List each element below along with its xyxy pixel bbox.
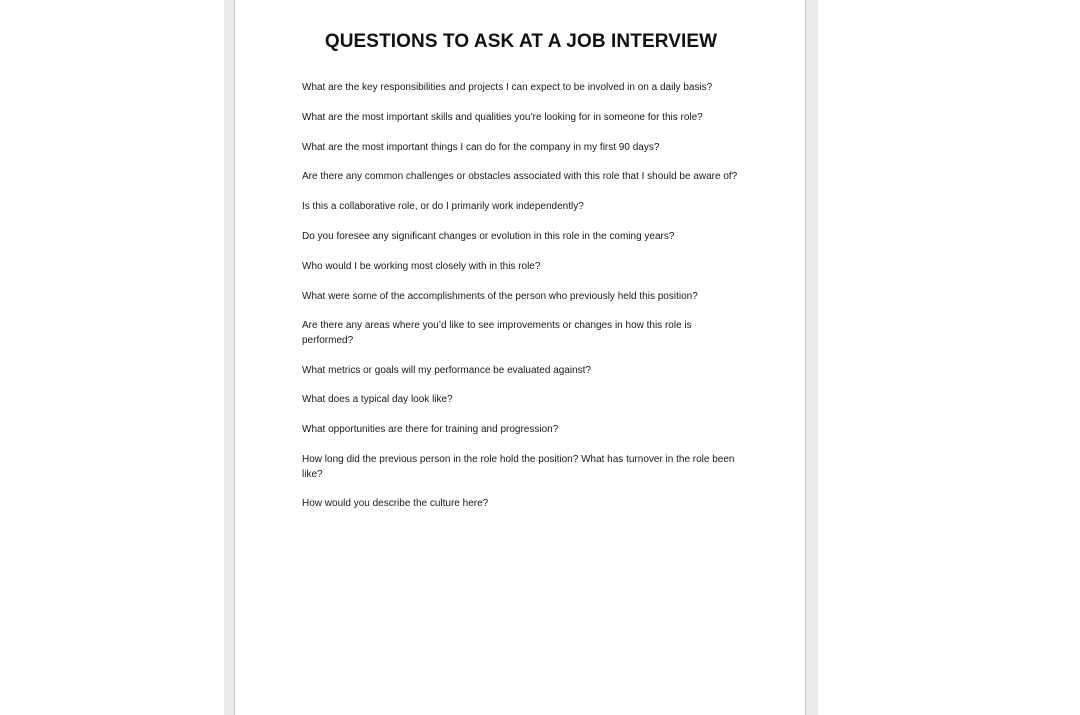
question-item: How would you describe the culture here? — [302, 498, 489, 510]
question-item: What does a typical day look like? — [302, 394, 453, 406]
question-item: What are the key responsibilities and projects I can expect to be involved in on a daily basis? — [302, 82, 713, 93]
question-item: What are the most important things I can do for the company in my first 90 days? — [302, 141, 660, 153]
question-item: What metrics or goals will my performance be evaluated against? — [302, 364, 592, 376]
question-item: What were some of the accomplishments of the person who previously held this position? — [302, 290, 698, 302]
question-item: What are the most important skills and qualities you’re looking for in someone for this role? — [302, 111, 703, 123]
document-title: QUESTIONS TO ASK AT A JOB INTERVIEW — [324, 31, 718, 52]
question-item: Is this a collaborative role, or do I primarily work independently? — [302, 201, 584, 213]
question-item: Do you foresee any significant changes or evolution in this role in the coming years? — [302, 230, 675, 242]
question-item: Who would I be working most closely with in this role? — [302, 260, 541, 272]
document-page[interactable] — [234, 0, 806, 715]
question-item: What opportunities are there for training and progression? — [302, 424, 559, 436]
question-item: How long did the previous person in the role hold the position? What has turnover in the role been like? — [302, 454, 735, 480]
question-item: Are there any common challenges or obstacles associated with this role that I should be aware of? — [302, 171, 738, 183]
question-list — [302, 81, 742, 527]
question-item: Are there any areas where you’d like to see improvements or changes in how this role is performed? — [302, 320, 692, 346]
